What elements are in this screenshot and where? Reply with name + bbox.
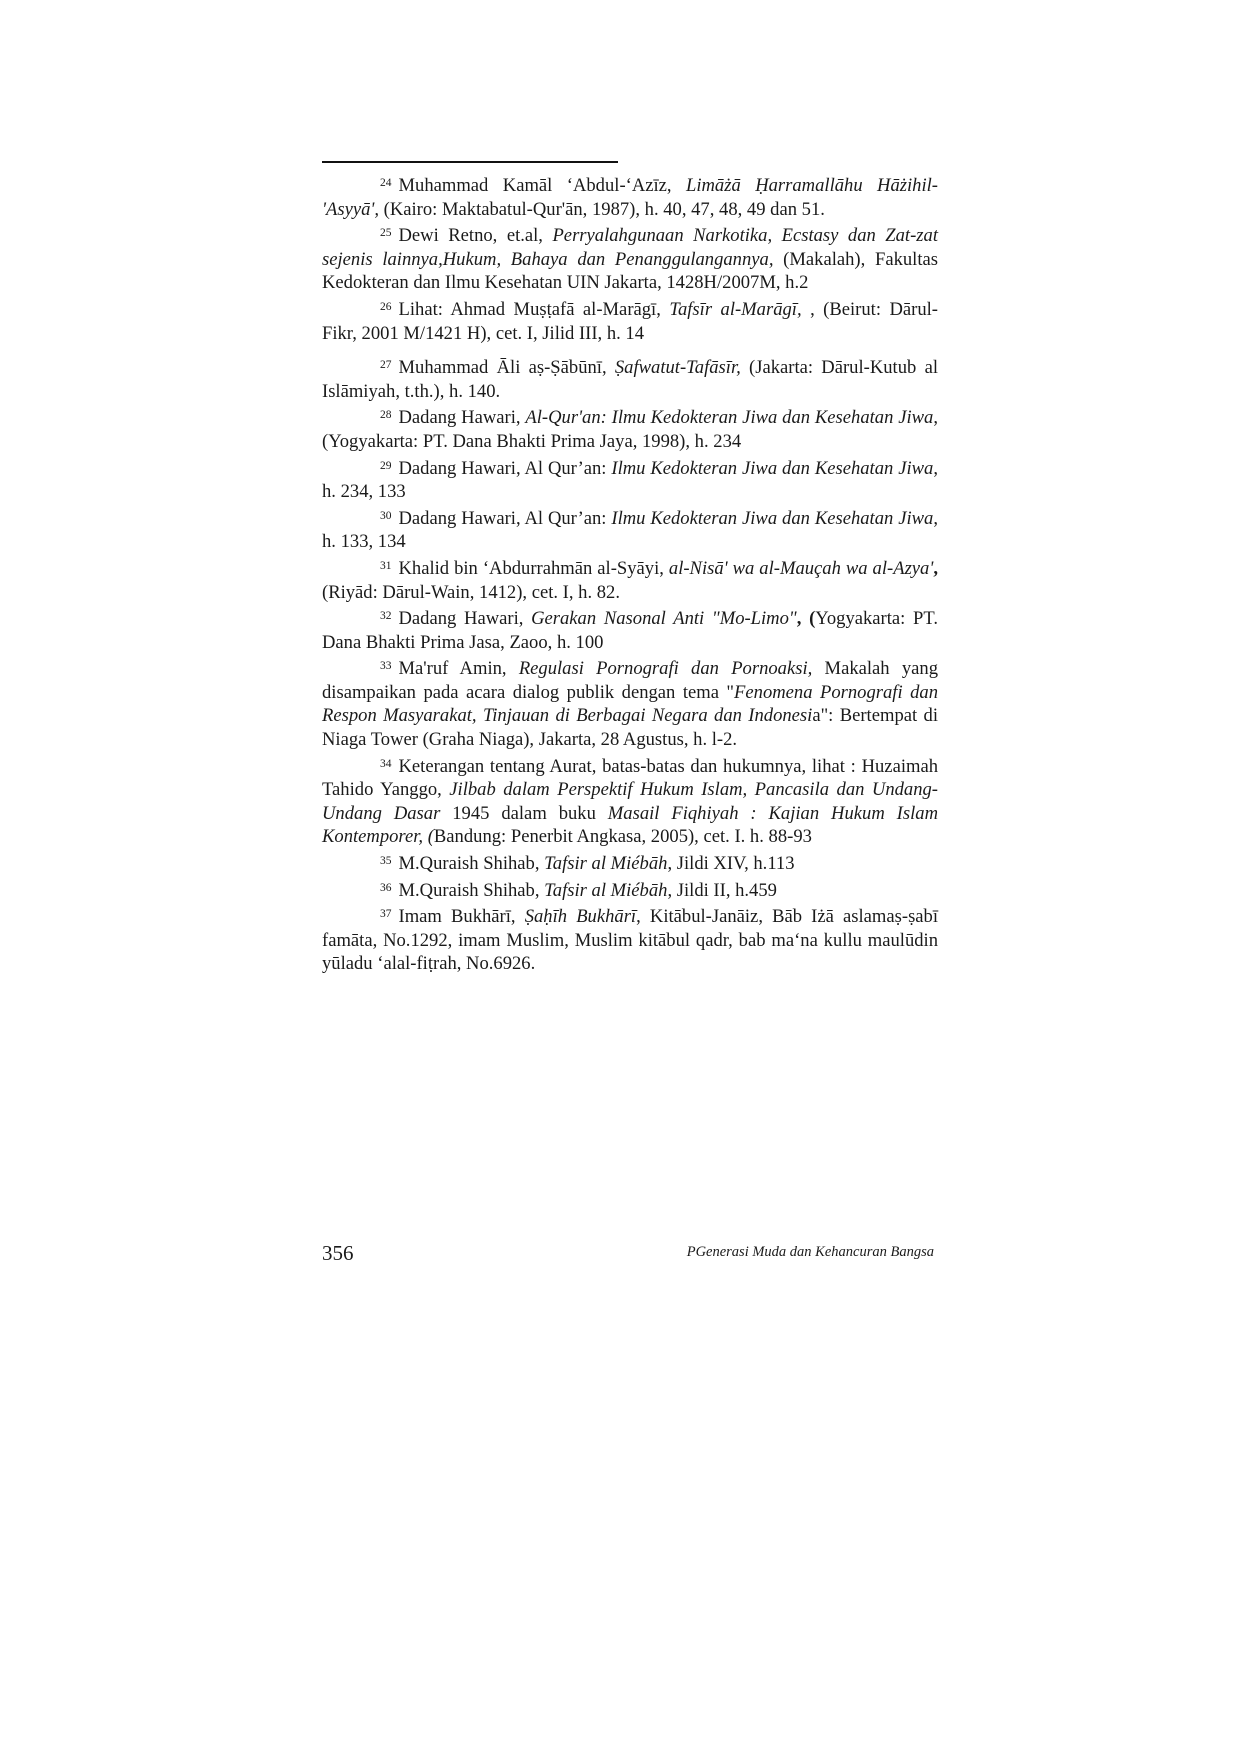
footnote-text: Muhammad Āli aṣ-Ṣābūnī, xyxy=(398,357,615,379)
footnote xyxy=(322,753,938,849)
footnote-number: 30 xyxy=(380,509,392,522)
footnotes-list xyxy=(322,172,938,977)
footnote xyxy=(322,605,938,654)
footnote-title-text: Ṣafwatut-Tafāsīr, xyxy=(614,357,741,379)
footnote-title-text: Masail Fiqhiyah : Kajian Hukum Islam Kontemporer, ( xyxy=(322,802,938,848)
footnote-title-text: Tafsīr al-Marāgī, xyxy=(669,298,802,320)
footnote-number: 24 xyxy=(380,177,392,189)
footnote-title-text: Tafsir al Miébāh xyxy=(544,853,668,875)
footnote-text: (Jakarta: Dārul-Kutub al Islāmiyah, t.th.), h. 140. xyxy=(322,357,938,402)
footnote-title-text: Al-Qur'an: Ilmu Kedokteran Jiwa dan Kesehatan Jiwa xyxy=(525,407,934,429)
footnote-text: (Kairo: Maktabatul-Qur'ān, 1987), h. 40, 47, 48, 49 dan 51. xyxy=(379,198,825,220)
footnote xyxy=(322,505,938,554)
footnote-text: Bandung: Penerbit Angkasa, 2005), cet. I. h. 88-93 xyxy=(433,826,812,848)
footnote-title-text: Limāżā Ḥarramallāhu Hāżihil-'Asyyā', xyxy=(322,175,938,220)
footnote-text: (Makalah), Fakultas Kedokteran dan Ilmu Kesehatan UIN Jakarta, 1428H/2007M, h.2 xyxy=(322,248,938,294)
footnote-text: M.Quraish Shihab, xyxy=(398,879,545,901)
footnote-title-text: al-Nisā' wa al-Mauçah wa al-Azya' xyxy=(668,557,934,579)
footnote-title-text: Ilmu Kedokteran Jiwa dan Kesehatan Jiwa xyxy=(611,507,934,529)
footnote-text: a": Bertempat di Niaga Tower (Graha Niaga), Jakarta, 28 Agustus, h. l-2. xyxy=(322,705,938,751)
footnote-number: 34 xyxy=(380,757,392,770)
footnote xyxy=(322,296,938,345)
footnote-separator-rule xyxy=(322,161,618,163)
footnote-text: Muhammad Kamāl ‘Abdul-‘Azīz, xyxy=(398,175,686,196)
footnote-text: , xyxy=(933,557,938,579)
footnote-text: , h. 234, 133 xyxy=(322,457,938,503)
footnote-number: 35 xyxy=(380,855,392,868)
footnote-title-text: Ilmu Kedokteran Jiwa dan Kesehatan Jiwa xyxy=(611,457,934,479)
footnote-text: (Riyād: Dārul-Wain, 1412), cet. I, h. 82. xyxy=(322,581,620,603)
footnote-text: Khalid bin ‘Abdurrahmān al-Syāyi, xyxy=(398,557,669,579)
footnote-text: Ma'ruf Amin, xyxy=(398,658,519,680)
footnote-number: 33 xyxy=(380,660,392,673)
footnote-title-text: Gerakan Nasonal Anti "Mo-Limo" xyxy=(531,608,797,630)
footnote-text: , h. 133, 134 xyxy=(322,507,938,553)
footnote xyxy=(322,655,938,751)
footnote-text: , ( xyxy=(796,608,816,630)
footnote-text: Lihat: Ahmad Muṣṭafā al-Marāgī, xyxy=(398,298,670,320)
footnote xyxy=(322,903,938,976)
footnote-text: , (Yogyakarta: PT. Dana Bhakti Prima Jaya, 1998), h. 234 xyxy=(322,407,938,452)
footnote xyxy=(322,172,938,221)
footnote-text: Dadang Hawari, xyxy=(398,608,532,630)
footnote xyxy=(322,404,938,453)
footnote-number: 32 xyxy=(380,610,392,623)
footnote-text: Dadang Hawari, xyxy=(398,407,526,429)
footnote-number: 27 xyxy=(380,359,392,372)
footnote-text: , Jildi II, h.459 xyxy=(667,879,777,901)
footnote-text: Keterangan tentang Aurat, batas-batas dan hukumnya, lihat : Huzaimah Tahido Yanggo, xyxy=(322,755,938,801)
footnote-number: 31 xyxy=(380,559,392,572)
footnote-title-text: Fenomena Pornografi dan Respon Masyarakat, Tinjauan di Berbagai Negara dan Indonesi xyxy=(322,681,938,727)
footnote-text: Imam Bukhārī, xyxy=(398,906,525,928)
footnote-text: Yogyakarta: PT. Dana Bhakti Prima Jasa, Zaoo, h. 100 xyxy=(322,608,938,653)
footnote-text: M.Quraish Shihab, xyxy=(398,853,545,875)
footnote-number: 37 xyxy=(380,908,392,921)
footnote xyxy=(322,850,938,876)
footnote-number: 36 xyxy=(380,881,392,894)
footnote-text: 1945 dalam buku xyxy=(440,802,608,824)
footnote-text: Dadang Hawari, Al Qur’an: xyxy=(398,507,612,529)
footnote-text: Makalah yang disampaikan pada acara dialog publik dengan tema " xyxy=(322,658,938,703)
footnote-title-text: Perryalahgunaan Narkotika, Ecstasy dan Zat-zat sejenis lainnya,Hukum, Bahaya dan Penanggulangannya, xyxy=(322,225,938,270)
footnote-title-text: Jilbab dalam Perspektif Hukum Islam, Pancasila dan Undang-Undang Dasar xyxy=(322,779,938,824)
footnote xyxy=(322,354,938,403)
footnote-text: Dadang Hawari, Al Qur’an: xyxy=(398,457,612,479)
footnote-number: 28 xyxy=(380,409,392,422)
footnote-text: , (Beirut: Dārul-Fikr, 2001 M/1421 H), cet. I, Jilid III, h. 14 xyxy=(322,298,938,344)
footnote-number: 25 xyxy=(380,227,392,240)
footnote-number: 26 xyxy=(380,300,392,313)
footnote xyxy=(322,877,938,903)
page-number: 356 xyxy=(322,1241,354,1265)
footnote-text: Dewi Retno, et.al, xyxy=(398,225,553,247)
footnote-title-text: Tafsir al Miébāh xyxy=(544,879,668,901)
footnote-title-text: Ṣaḥīh Bukhārī xyxy=(524,906,637,928)
footnote-number: 29 xyxy=(380,459,392,472)
running-title: PGenerasi Muda dan Kehancuran Bangsa xyxy=(686,1244,934,1260)
footnote-text: , Jildi XIV, h.113 xyxy=(667,853,795,875)
footnote-title-text: Regulasi Pornografi dan Pornoaksi, xyxy=(518,658,813,680)
footnote xyxy=(322,222,938,295)
footnote-text: , Kitābul-Janāiz, Bāb Iżā aslamaṣ-ṣabī famāta, No.1292, imam Muslim, Muslim kitābul qadr, bab ma‘na kullu maulūdin yūladu ‘alal-fiṭrah, No.6926. xyxy=(322,906,939,975)
footnote xyxy=(322,555,938,604)
footnote xyxy=(322,455,938,504)
